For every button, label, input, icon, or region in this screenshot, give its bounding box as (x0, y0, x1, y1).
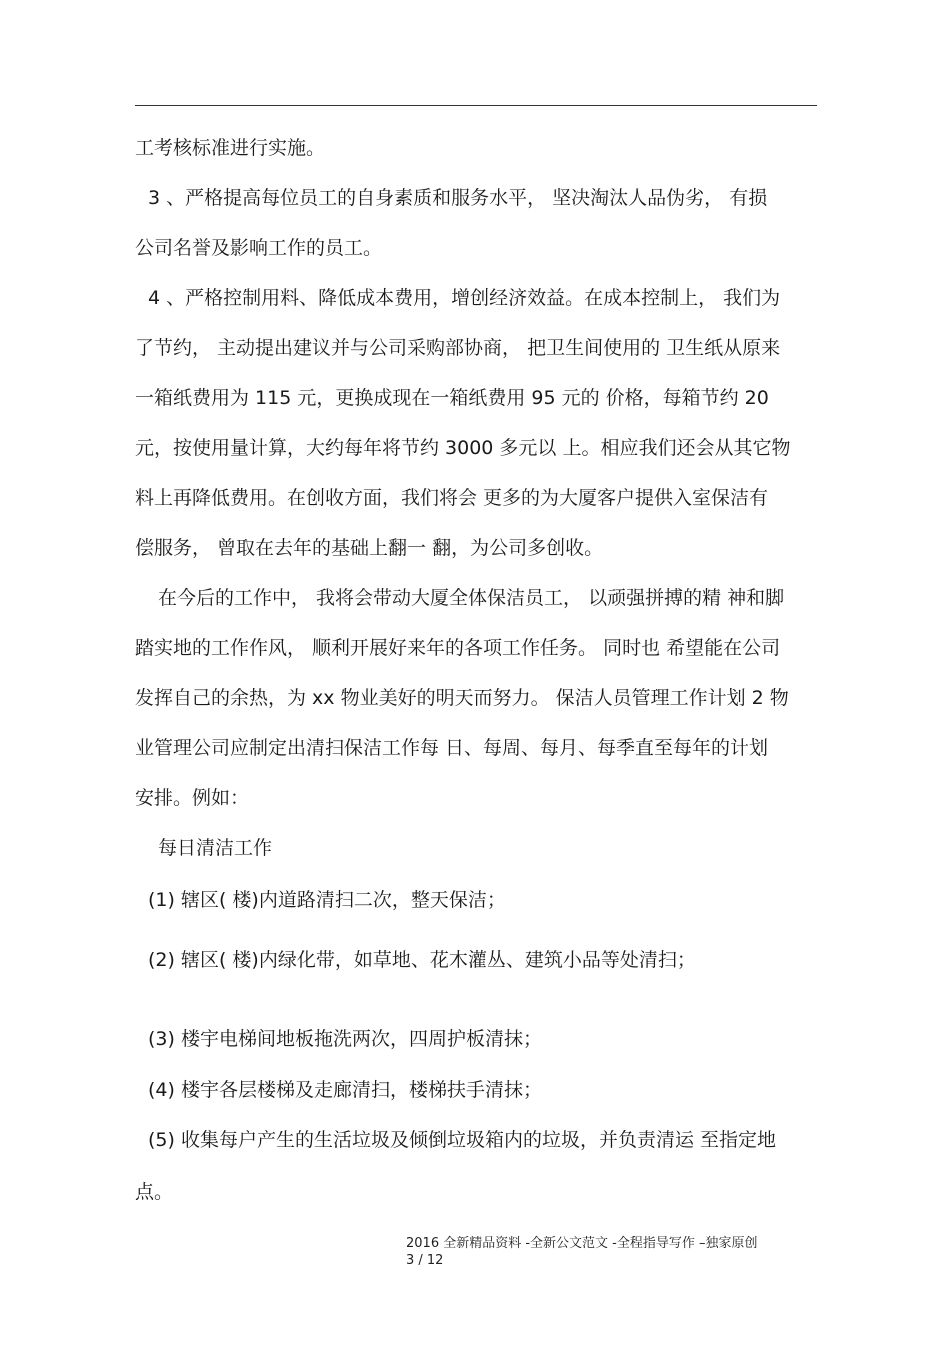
list-item: (2) 辖区( 楼)内绿化带，如草地、花木灌丛、建筑小品等处清扫； (148, 949, 696, 971)
body-line: 4 、严格控制用料、降低成本费用，增创经济效益。在成本控制上， 我们为 (148, 287, 781, 309)
body-line: 3 、严格提高每位员工的自身素质和服务水平， 坚决淘汰人品伪劣， 有损 (148, 187, 768, 209)
body-line: 偿服务， 曾取在去年的基础上翻一 翻，为公司多创收。 (135, 537, 604, 559)
footer-tagline: 2016 全新精品资料 -全新公文范文 -全程指导写作 –独家原创 (406, 1236, 758, 1251)
list-item: (3) 楼宇电梯间地板拖洗两次，四周护板清抹； (148, 1028, 542, 1050)
body-line: 业管理公司应制定出清扫保洁工作每 日、每周、每月、每季直至每年的计划 (135, 737, 769, 759)
body-line: 点。 (135, 1181, 174, 1203)
list-item: (1) 辖区( 楼)内道路清扫二次，整天保洁； (148, 889, 506, 911)
list-item: (4) 楼宇各层楼梯及走廊清扫，楼梯扶手清抹； (148, 1079, 542, 1101)
body-line: 料上再降低费用。在创收方面，我们将会 更多的为大厦客户提供入室保洁有 (135, 487, 769, 509)
body-line: 工考核标准进行实施。 (135, 137, 326, 159)
body-line: 公司名誉及影响工作的员工。 (135, 237, 383, 259)
list-item: (5) 收集每户产生的生活垃圾及倾倒垃圾箱内的垃圾，并负责清运 至指定地 (148, 1129, 776, 1151)
body-line: 发挥自己的余热，为 xx 物业美好的明天而努力。 保洁人员管理工作计划 2 物 (135, 687, 789, 709)
body-line: 在今后的工作中， 我将会带动大厦全体保洁员工， 以顽强拼搏的精 神和脚 (158, 587, 785, 609)
body-line: 安排。例如： (135, 787, 250, 809)
body-line: 了节约， 主动提出建议并与公司采购部协商， 把卫生间使用的 卫生纸从原来 (135, 337, 781, 359)
page-number: 3 / 12 (406, 1253, 444, 1268)
body-line: 元，按使用量计算，大约每年将节约 3000 多元以 上。相应我们还会从其它物 (135, 437, 791, 459)
body-line: 一箱纸费用为 115 元，更换成现在一箱纸费用 95 元的 价格，每箱节约 20 (135, 387, 769, 409)
section-heading: 每日清洁工作 (158, 837, 273, 859)
body-line: 踏实地的工作作风， 顺利开展好来年的各项工作任务。 同时也 希望能在公司 (135, 637, 781, 659)
header-rule (135, 105, 817, 106)
